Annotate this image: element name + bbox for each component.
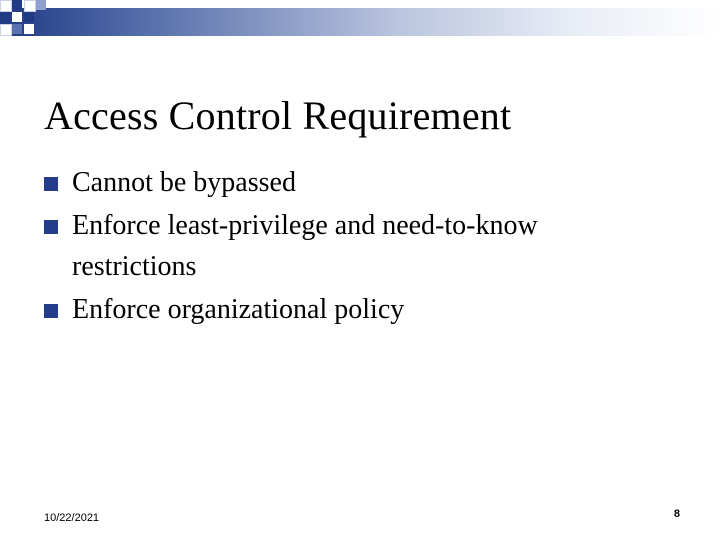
slide-title: Access Control Requirement (44, 93, 512, 138)
bullet-text: Cannot be bypassed (72, 167, 296, 198)
bullet-text: Enforce least-privilege and need-to-know restrictions (72, 210, 538, 282)
grid-square (12, 24, 22, 34)
grid-square (0, 24, 12, 36)
square-bullet-icon (44, 304, 58, 318)
bullet-text: Enforce organizational policy (72, 294, 405, 325)
bullet-item (44, 205, 664, 287)
grid-square (12, 0, 22, 10)
footer-date: 10/22/2021 (44, 512, 100, 524)
grid-square (0, 0, 12, 12)
corner-grid-decoration (0, 0, 60, 44)
bullet-list (44, 162, 664, 332)
bullet-item (44, 289, 664, 330)
header-gradient-band (0, 8, 720, 36)
grid-square (0, 12, 10, 22)
page-number: 8 (673, 508, 680, 520)
square-bullet-icon (44, 220, 58, 234)
grid-square (24, 24, 34, 34)
square-bullet-icon (44, 177, 58, 191)
grid-square (24, 12, 34, 22)
grid-square (24, 0, 36, 12)
grid-square (36, 0, 46, 10)
bullet-item (44, 162, 664, 203)
grid-square (12, 12, 22, 22)
